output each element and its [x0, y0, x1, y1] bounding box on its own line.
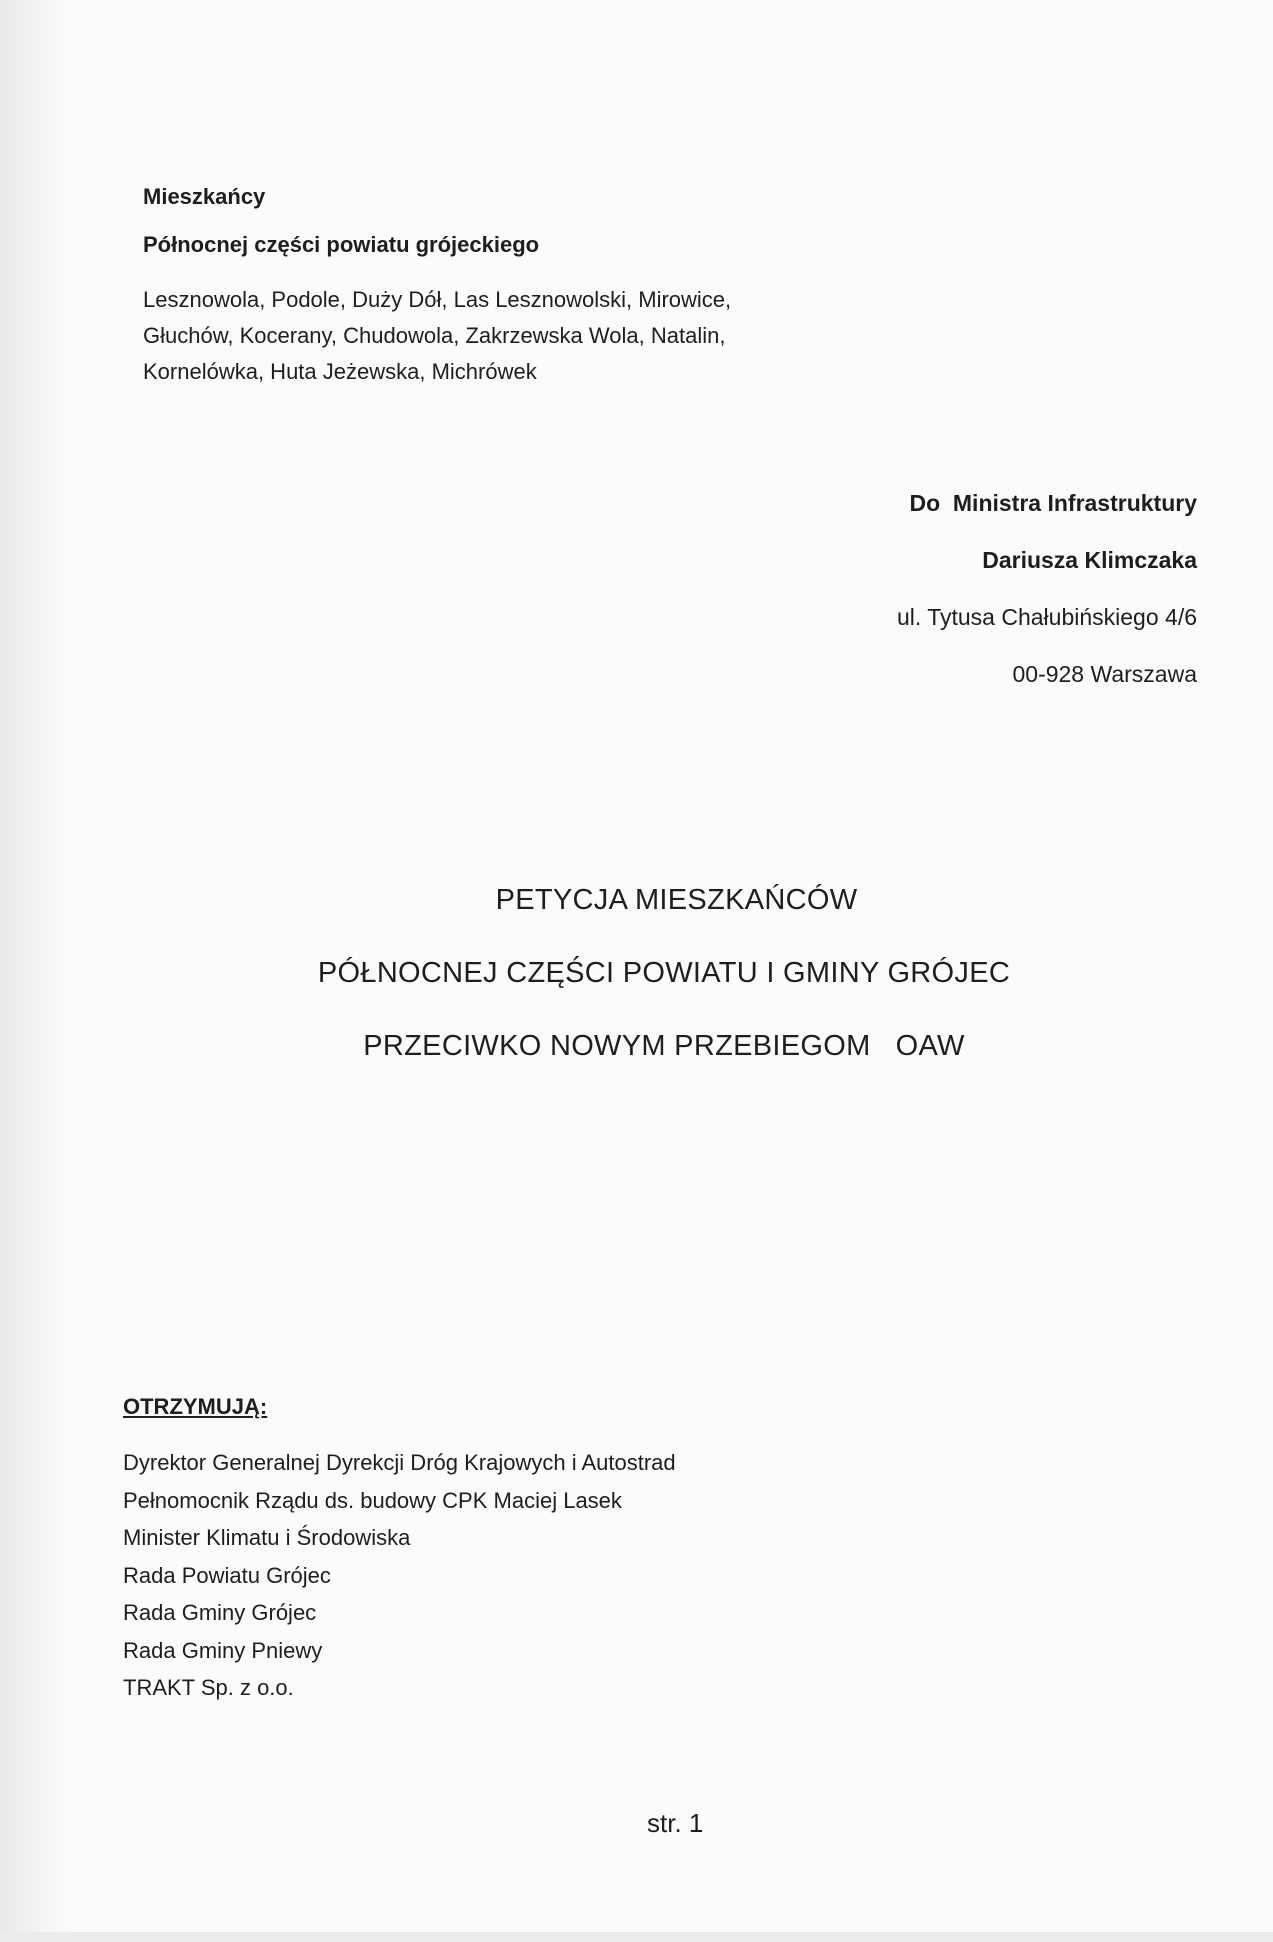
recipient-item: Minister Klimatu i Środowiska	[123, 1525, 411, 1550]
recipient-item: Pełnomocnik Rządu ds. budowy CPK Maciej Lasek	[123, 1487, 622, 1513]
petition-title	[0, 880, 1273, 1099]
sender-title: Mieszkańcy	[143, 184, 266, 209]
addressee-line-city: 00-928 Warszawa	[1012, 661, 1197, 687]
sender-localities-line: Kornelówka, Huta Jeżewska, Michrówek	[143, 359, 537, 384]
recipients-heading: OTRZYMUJĄ:	[123, 1394, 268, 1419]
sender-subtitle: Północnej części powiatu grójeckiego	[143, 232, 540, 257]
sender-localities	[143, 282, 843, 390]
petition-title-line: PÓŁNOCNEJ CZĘŚCI POWIATU I GMINY GRÓJEC	[317, 957, 1011, 989]
recipient-item: Dyrektor Generalnej Dyrekcji Dróg Krajowych i Autostrad	[123, 1450, 676, 1475]
recipients-block	[123, 1392, 923, 1707]
sender-block	[143, 182, 843, 390]
sender-localities-line: Głuchów, Kocerany, Chudowola, Zakrzewska Wola, Natalin,	[143, 323, 726, 348]
recipient-item: TRAKT Sp. z o.o.	[123, 1675, 294, 1700]
page-bottom-edge	[0, 1932, 1273, 1942]
addressee-line-minister: Do Ministra Infrastruktury	[909, 490, 1197, 516]
recipient-item: Rada Gminy Pniewy	[123, 1637, 323, 1663]
page-number: str. 1	[647, 1808, 704, 1838]
addressee-line-name: Dariusza Klimczaka	[982, 547, 1197, 573]
petition-title-line: PETYCJA MIESZKAŃCÓW	[495, 884, 858, 916]
sender-localities-line: Lesznowola, Podole, Duży Dół, Las Lesznowolski, Mirowice,	[143, 287, 732, 312]
petition-title-line: PRZECIWKO NOWYM PRZEBIEGOM OAW	[363, 1030, 965, 1062]
recipient-item: Rada Powiatu Grójec	[123, 1562, 331, 1588]
addressee-line-street: ul. Tytusa Chałubińskiego 4/6	[896, 604, 1197, 630]
recipient-item: Rada Gminy Grójec	[123, 1600, 317, 1625]
addressee-block	[597, 488, 1197, 716]
